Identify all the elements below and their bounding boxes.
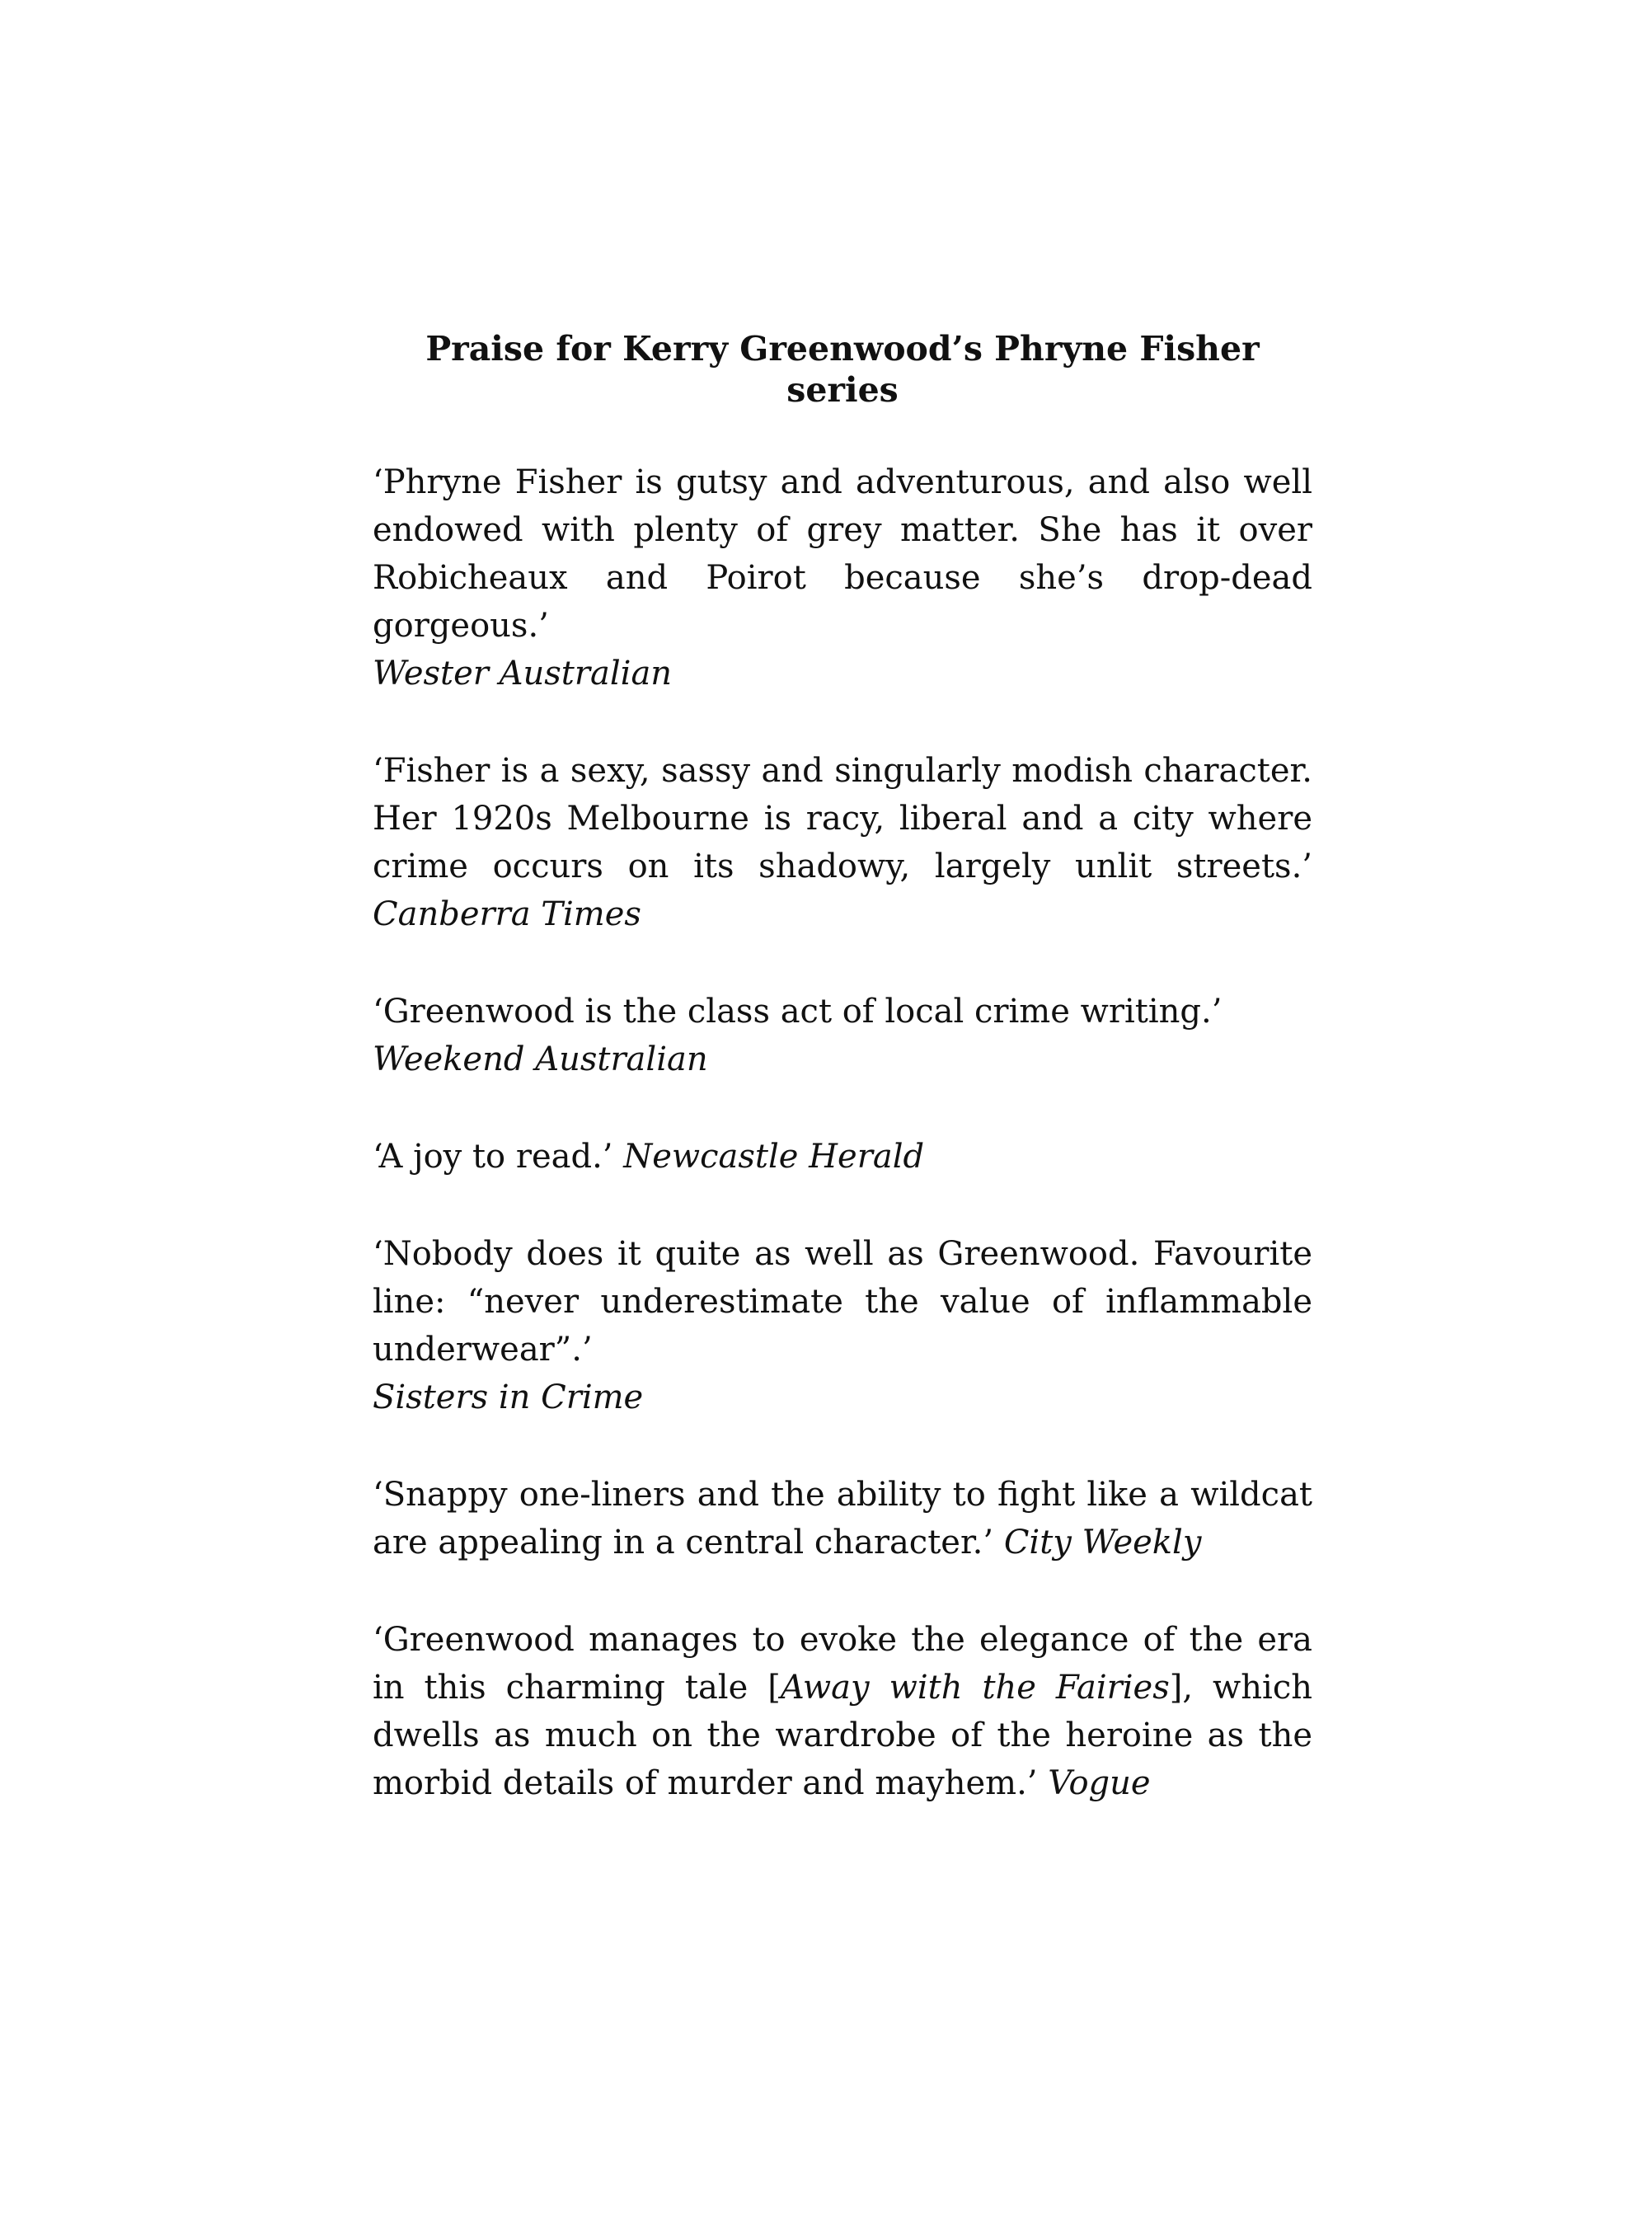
quote-text-after: ], which dwells as much on the wardrobe of the heroine as the morbid details of murder and mayhem.’ bbox=[373, 1669, 1312, 1802]
quote-3 bbox=[373, 988, 1312, 1083]
quote-source: Newcastle Herald bbox=[623, 1138, 925, 1176]
quote-2 bbox=[373, 747, 1312, 938]
page-title: Praise for Kerry Greenwood’s Phryne Fisher series bbox=[425, 329, 1260, 410]
quote-text: ‘Phryne Fisher is gutsy and adventurous, and also well endowed with plenty of grey matter. She has it over Robicheaux and Poirot because she’s drop-dead gorgeous.’ bbox=[373, 463, 1312, 645]
quote-5 bbox=[373, 1230, 1312, 1421]
quote-text-before: ‘Greenwood manages to evoke the elegance of the era in this charming tale [ bbox=[373, 1621, 1312, 1707]
quote-text: ‘Greenwood is the class act of local crime writing.’ bbox=[373, 993, 1223, 1031]
quote-source: Vogue bbox=[1048, 1764, 1151, 1802]
quote-text: ‘Snappy one-liners and the ability to fight like a wildcat are appealing in a central character.’ bbox=[373, 1476, 1312, 1561]
quote-text: ‘A joy to read.’ bbox=[373, 1138, 613, 1176]
quote-source: Weekend Australian bbox=[373, 1040, 708, 1078]
quote-1 bbox=[373, 458, 1312, 697]
quote-4 bbox=[373, 1133, 1312, 1181]
quote-source: City Weekly bbox=[1003, 1524, 1202, 1561]
quote-text: ‘Fisher is a sexy, sassy and singularly modish character. Her 1920s Melbourne is racy, liberal and a city where crime occurs on its shadowy, largely unlit streets.’ bbox=[373, 752, 1312, 885]
quote-source: Wester Australian bbox=[373, 655, 673, 693]
quote-7 bbox=[373, 1616, 1312, 1807]
quote-source: Canberra Times bbox=[373, 895, 641, 933]
praise-section bbox=[373, 328, 1312, 1807]
quote-6 bbox=[373, 1471, 1312, 1566]
quote-source: Sisters in Crime bbox=[373, 1378, 644, 1416]
quote-text: ‘Nobody does it quite as well as Greenwood. Favourite line: “never underestimate the value of inflammable underwear”.’ bbox=[373, 1235, 1312, 1369]
book-title: Away with the Fairies bbox=[780, 1669, 1170, 1707]
